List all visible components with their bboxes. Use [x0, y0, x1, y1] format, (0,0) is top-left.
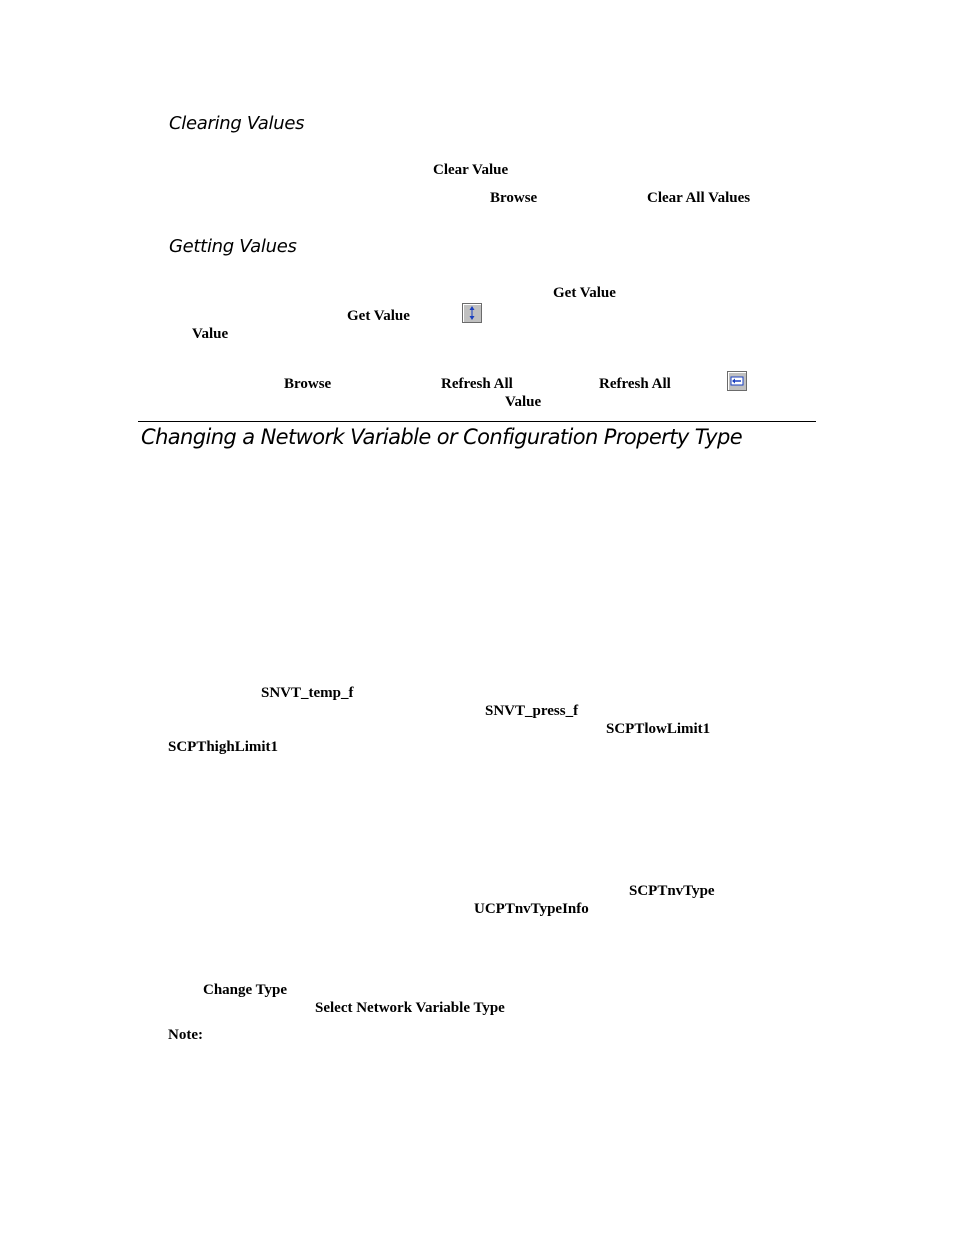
- browse-label: Browse: [490, 190, 538, 206]
- scptnvtype-label: SCPTnvType: [629, 883, 715, 899]
- value-label-2: Value: [505, 394, 542, 410]
- get-value-label-2: Get Value: [347, 308, 410, 324]
- clearing-values-heading: Clearing Values: [169, 113, 305, 134]
- clear-all-values-label: Clear All Values: [647, 190, 751, 206]
- scpthighlimit1-label: SCPThighLimit1: [168, 739, 279, 755]
- getting-values-heading: Getting Values: [169, 236, 297, 257]
- changing-type-heading: Changing a Network Variable or Configuration Property Type: [141, 425, 743, 449]
- value-label: Value: [192, 326, 229, 342]
- note-label: Note:: [168, 1027, 203, 1043]
- browse-label-2: Browse: [284, 376, 332, 392]
- refresh-all-icon[interactable]: [727, 371, 747, 391]
- snvt-temp-f-label: SNVT_temp_f: [261, 685, 354, 701]
- get-value-label: Get Value: [553, 285, 616, 301]
- refresh-all-label: Refresh All: [441, 376, 513, 392]
- select-nv-type-label: Select Network Variable Type: [315, 1000, 505, 1016]
- ucptnvtypeinfo-label: UCPTnvTypeInfo: [474, 901, 589, 917]
- section-divider: [138, 421, 816, 422]
- scptlowlimit1-label: SCPTlowLimit1: [606, 721, 711, 737]
- snvt-press-f-label: SNVT_press_f: [485, 703, 579, 719]
- refresh-all-label-2: Refresh All: [599, 376, 671, 392]
- change-type-label: Change Type: [203, 982, 288, 998]
- get-value-arrows-icon[interactable]: [462, 303, 482, 323]
- clear-value-label: Clear Value: [433, 162, 509, 178]
